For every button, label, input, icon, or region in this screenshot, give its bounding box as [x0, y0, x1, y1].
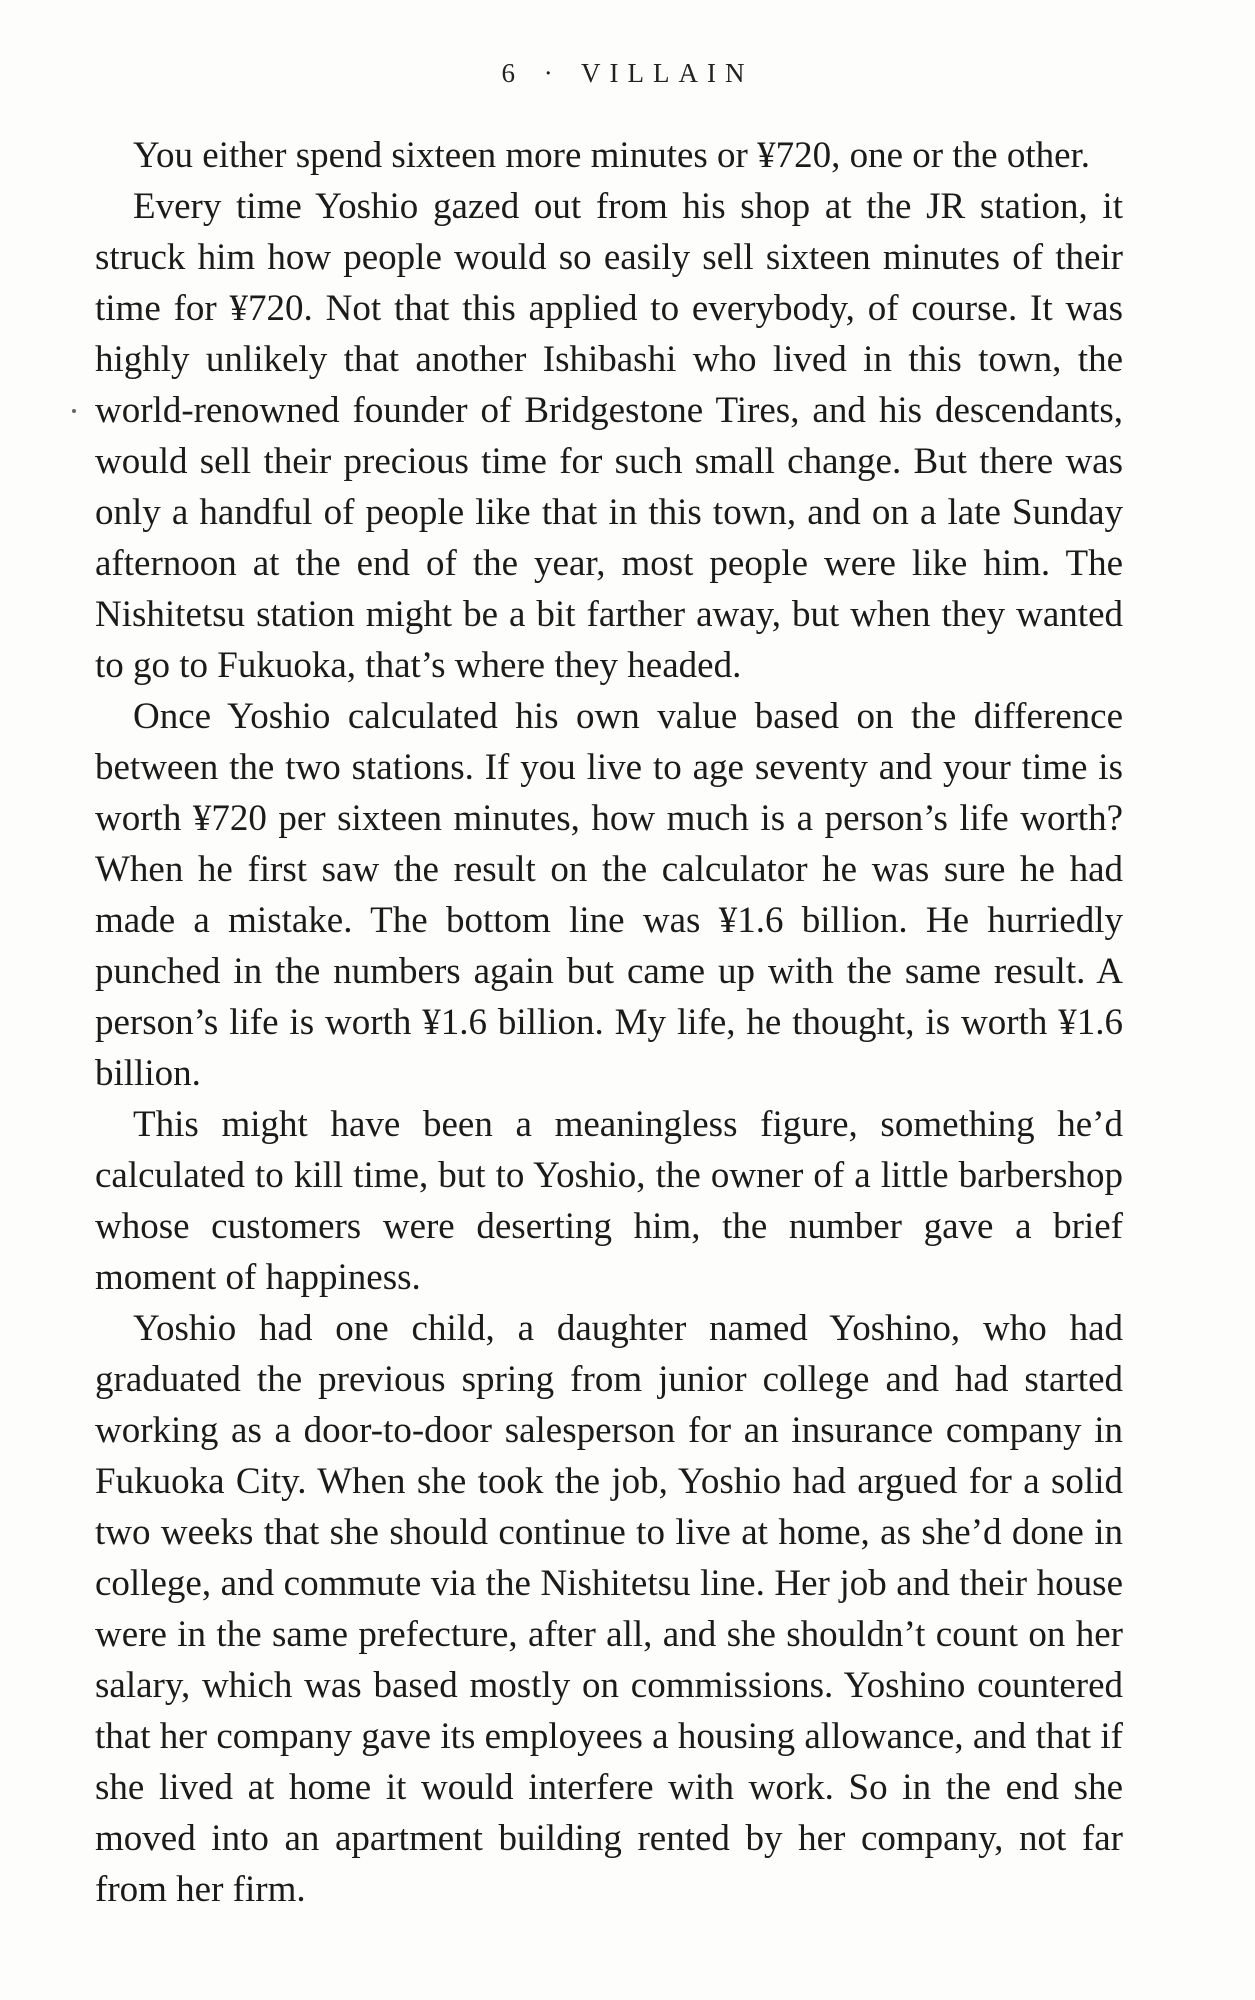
- margin-dot: [72, 409, 76, 413]
- running-head: [0, 58, 1255, 89]
- paragraph-3: Once Yoshio calculated his own value based on the difference between the two stations. If you live to age seventy and your time is worth ¥720 per sixteen minutes, how much is a person’s life worth? When he first saw the result on the calculator he was sure he had made a mistake. The bottom line was ¥1.6 billion. He hurriedly punched in the numbers again but came up with the same result. A person’s life is worth ¥1.6 billion. My life, he thought, is worth ¥1.6 billion.: [95, 696, 1123, 1094]
- chapter-title: VILLAIN: [581, 58, 754, 88]
- page-number: 6: [501, 58, 524, 88]
- paragraph-2: Every time Yoshio gazed out from his shop at the JR station, it struck him how people would so easily sell sixteen minutes of their time for ¥720. Not that this applied to everybody, of course. It was highly unlikely that another Ishibashi who lived in this town, the world-renowned founder of Bridgestone Tires, and his descendants, would sell their precious time for such small change. But there was only a handful of people like that in this town, and on a late Sunday afternoon at the end of the year, most people were like him. The Nishitetsu station might be a bit farther away, but when they wanted to go to Fukuoka, that’s where they headed.: [95, 186, 1123, 686]
- body-text: [95, 130, 1123, 1915]
- header-separator: ·: [543, 58, 562, 88]
- paragraph-5: Yoshio had one child, a daughter named Yoshino, who had graduated the previous spring from junior college and had started working as a door-to-door salesperson for an insurance company in Fukuoka City. When she took the job, Yoshio had argued for a solid two weeks that she should continue to live at home, as she’d done in college, and commute via the Nishitetsu line. Her job and their house were in the same prefecture, after all, and she shouldn’t count on her salary, which was based mostly on commissions. Yoshino countered that her company gave its employees a housing allowance, and that if she lived at home it would interfere with work. So in the end she moved into an apartment building rented by her company, not far from her firm.: [95, 1308, 1123, 1910]
- paragraph-1: You either spend sixteen more minutes or ¥720, one or the other.: [133, 135, 1091, 176]
- paragraph-4: This might have been a meaningless figure, something he’d calculated to kill time, but to Yoshio, the owner of a little barbershop whose customers were deserting him, the number gave a brief moment of happiness.: [95, 1104, 1123, 1298]
